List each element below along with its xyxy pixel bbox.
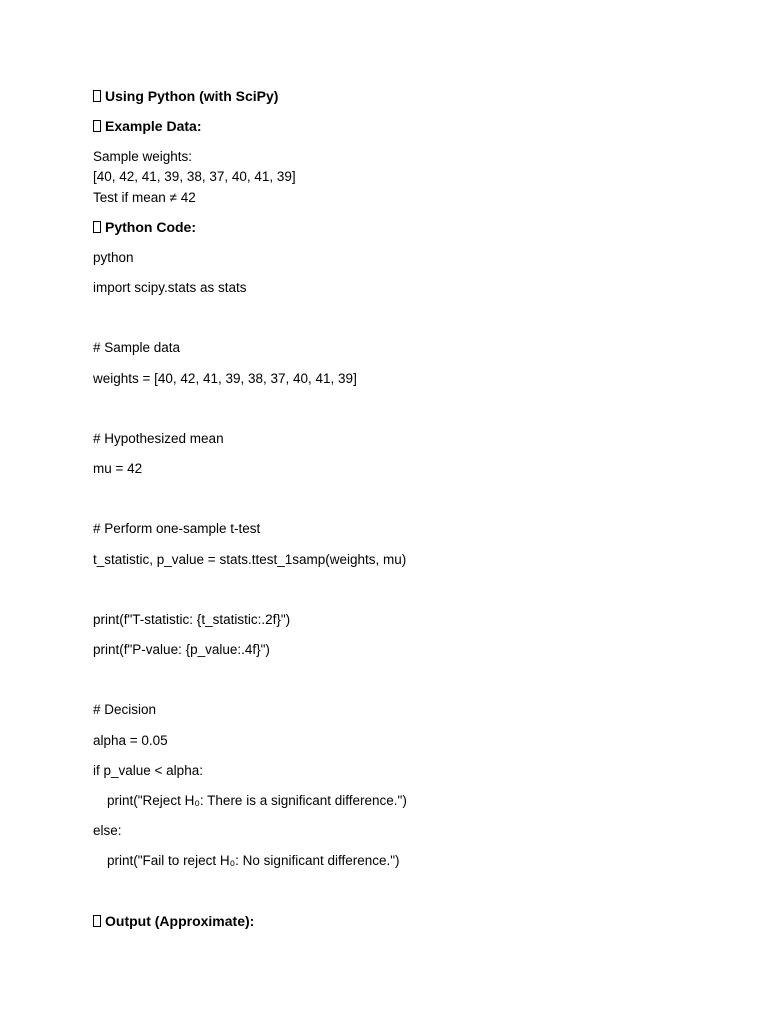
code-language-label: python [93,250,134,265]
example-sample-values: [40, 42, 41, 39, 38, 37, 40, 41, 39] [93,169,296,184]
code-print-p-line: print(f"P-value: {p_value:.4f}") [93,642,270,657]
code-comment-hypothesized: # Hypothesized mean [93,431,224,446]
code-mu-line: mu = 42 [93,461,143,476]
example-sample-label: Sample weights: [93,149,193,164]
code-ttest-line: t_statistic, p_value = stats.ttest_1samp(weights, mu) [93,552,407,567]
example-test-statement: Test if mean ≠ 42 [93,190,196,205]
heading-using-python [93,86,278,106]
code-comment-decision: # Decision [93,702,157,717]
placeholder-glyph-icon [93,221,101,233]
placeholder-glyph-icon [93,915,101,927]
placeholder-glyph-icon [93,120,101,132]
code-if-line: if p_value < alpha: [93,763,203,778]
heading-example-data-text: Example Data: [105,118,202,134]
code-comment-sample: # Sample data [93,340,181,355]
code-comment-ttest: # Perform one-sample t-test [93,521,261,536]
code-else-line: else: [93,823,122,838]
code-print-fail-line: print("Fail to reject H₀: No significant difference.") [107,853,400,868]
code-weights-line: weights = [40, 42, 41, 39, 38, 37, 40, 41, 39] [93,371,357,386]
heading-example-data [93,116,201,136]
heading-using-python-text: Using Python (with SciPy) [105,88,279,104]
code-print-reject-line: print("Reject H₀: There is a significant difference.") [107,793,407,808]
heading-output-text: Output (Approximate): [105,913,255,929]
heading-output [93,911,254,931]
heading-python-code-text: Python Code: [105,219,196,235]
placeholder-glyph-icon [93,90,101,102]
code-import-line: import scipy.stats as stats [93,280,247,295]
code-print-t-line: print(f"T-statistic: {t_statistic:.2f}") [93,612,291,627]
code-alpha-line: alpha = 0.05 [93,733,168,748]
heading-python-code [93,217,196,237]
